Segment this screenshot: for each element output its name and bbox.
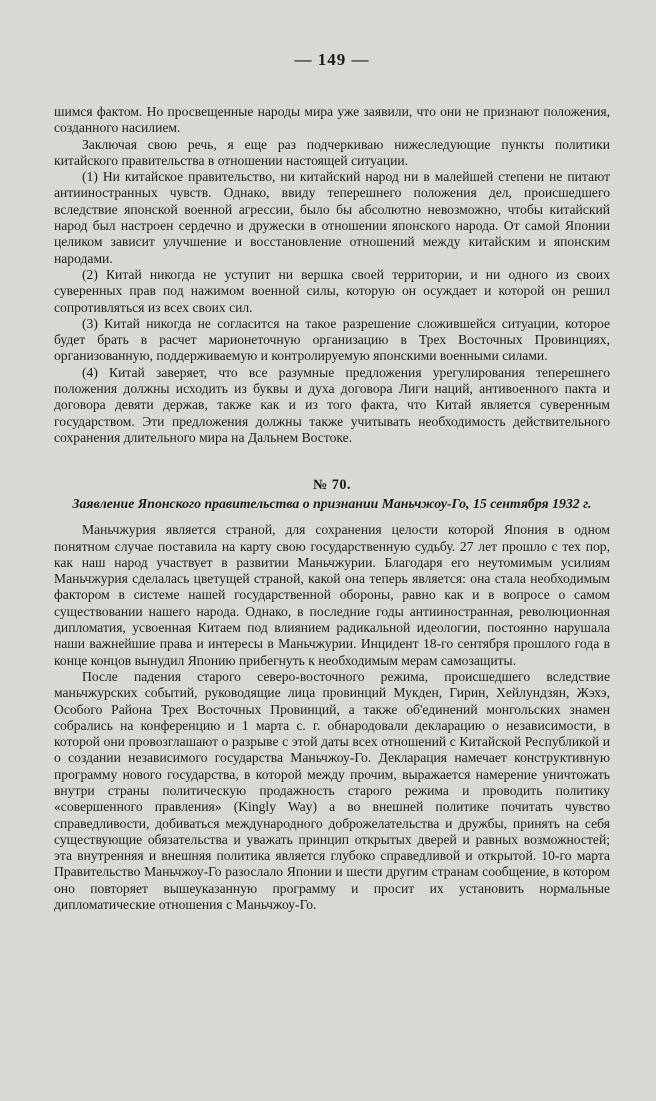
document-title: Заявление Японского правительства о признании Маньчжоу-Го, 15 сентября 1932 г. <box>72 496 592 512</box>
paragraph: шимся фактом. Но просвещенные народы мира уже заявили, что они не признают положения, созданного насилием. <box>54 104 610 136</box>
section-japan-statement <box>54 522 610 913</box>
paragraph: Заключая свою речь, я еще раз подчеркиваю нижеследующие пункты политики китайского правительства в отношении настоящей ситуации. <box>54 136 610 168</box>
paragraph: (3) Китай никогда не согласится на такое разрешение сложившейся ситуации, которое будет брать в расчет марионеточную организацию в Трех Восточных Провинциях, организованную, поддерживаемую и контролируемую японскими военными силами. <box>54 315 610 364</box>
paragraph: Маньчжурия является страной, для сохранения целости которой Япония в одном понятном случае поставила на карту свою государственную судьбу. 27 лет прошло с тех пор, как наш народ участвует в развитии Маньчжурии. Благодаря его неутомимым усилиям Маньчжурия сделалась цветущей страной, какой она теперь является: она стала необходимым фактором в системе нашей государственной обороны, равно как и в вопросе о самом существовании нашего народа. Однако, в последние годы антииностранная, революционная дипломатия, усвоенная Китаем под влиянием радикальной идеологии, постоянно нарушала наши важнейшие права и интересы в Маньчжурии. Инцидент 18-го сентября прошлого года в конце концов вынудил Японию прибегнуть к необходимым мерам самозащиты. <box>54 522 610 668</box>
paragraph: (4) Китай заверяет, что все разумные предложения урегулирования теперешнего положения должны исходить из буквы и духа договора Лиги наций, антивоенного пакта и договора девяти держав, также как и из того факта, что Китай является суверенным государством. Эти предложения должны также учитывать необходимость действительного сохранения длительного мира на Дальнем Востоке. <box>54 364 610 445</box>
document-number: № 70. <box>312 477 352 494</box>
page-number: — 149 — <box>294 50 370 69</box>
paragraph: (1) Ни китайское правительство, ни китайский народ ни в малейшей степени не питают антииностранных чувств. Однако, ввиду теперешнего положения дел, происшедшего вследствие японской военной агрессии, было бы абсолютно невозможно, чтобы китайский народ был настроен сердечно и дружески в отношении японского народа. От самой Японии целиком зависит улучшение и восстановление отношений между китайским и японским народами. <box>54 169 610 266</box>
paragraph: После падения старого северо-восточного режима, происшедшего вследствие маньчжурских событий, руководящие лица провинций Мукден, Гирин, Хейлундзян, Жэхэ, Особого Района Трех Восточных Провинций, а также об'единений монгольских знамен собрались на конференцию и 1 марта с. г. обнародовали декларацию о независимости, в которой они провозглашают о разрыве с этой даты всех отношений с Китайской Республикой и о создании независимого государства Маньчжоу-Го. Декларация намечает конструктивную программу нового государства, в которой между прочим, выражается намерение уничтожать внутри страны политическую продажность старого режима и проводить политику «совершенного правления» (Kingly Way) а во внешней политике почитать чувство справедливости, добиваться международного доброжелательства и дружбы, принять на себя существующие обязательства и уважать принцип открытых дверей и равных возможностей; эта внутренняя и внешняя политика является глубоко справедливой и открытой. 10-го марта Правительство Маньчжоу-Го разослало Японии и шести другим странам сообщение, в котором оно повторяет вышеуказанную программу и просит их установить нормальные дипломатические отношения с Маньчжоу-Го. <box>54 668 610 913</box>
paragraph: (2) Китай никогда не уступит ни вершка своей территории, и ни одного из своих суверенных прав под нажимом военной силы, которую он осуждает и которой он решил сопротивляться из всех своих сил. <box>54 266 610 315</box>
section-china-statement <box>54 104 610 446</box>
